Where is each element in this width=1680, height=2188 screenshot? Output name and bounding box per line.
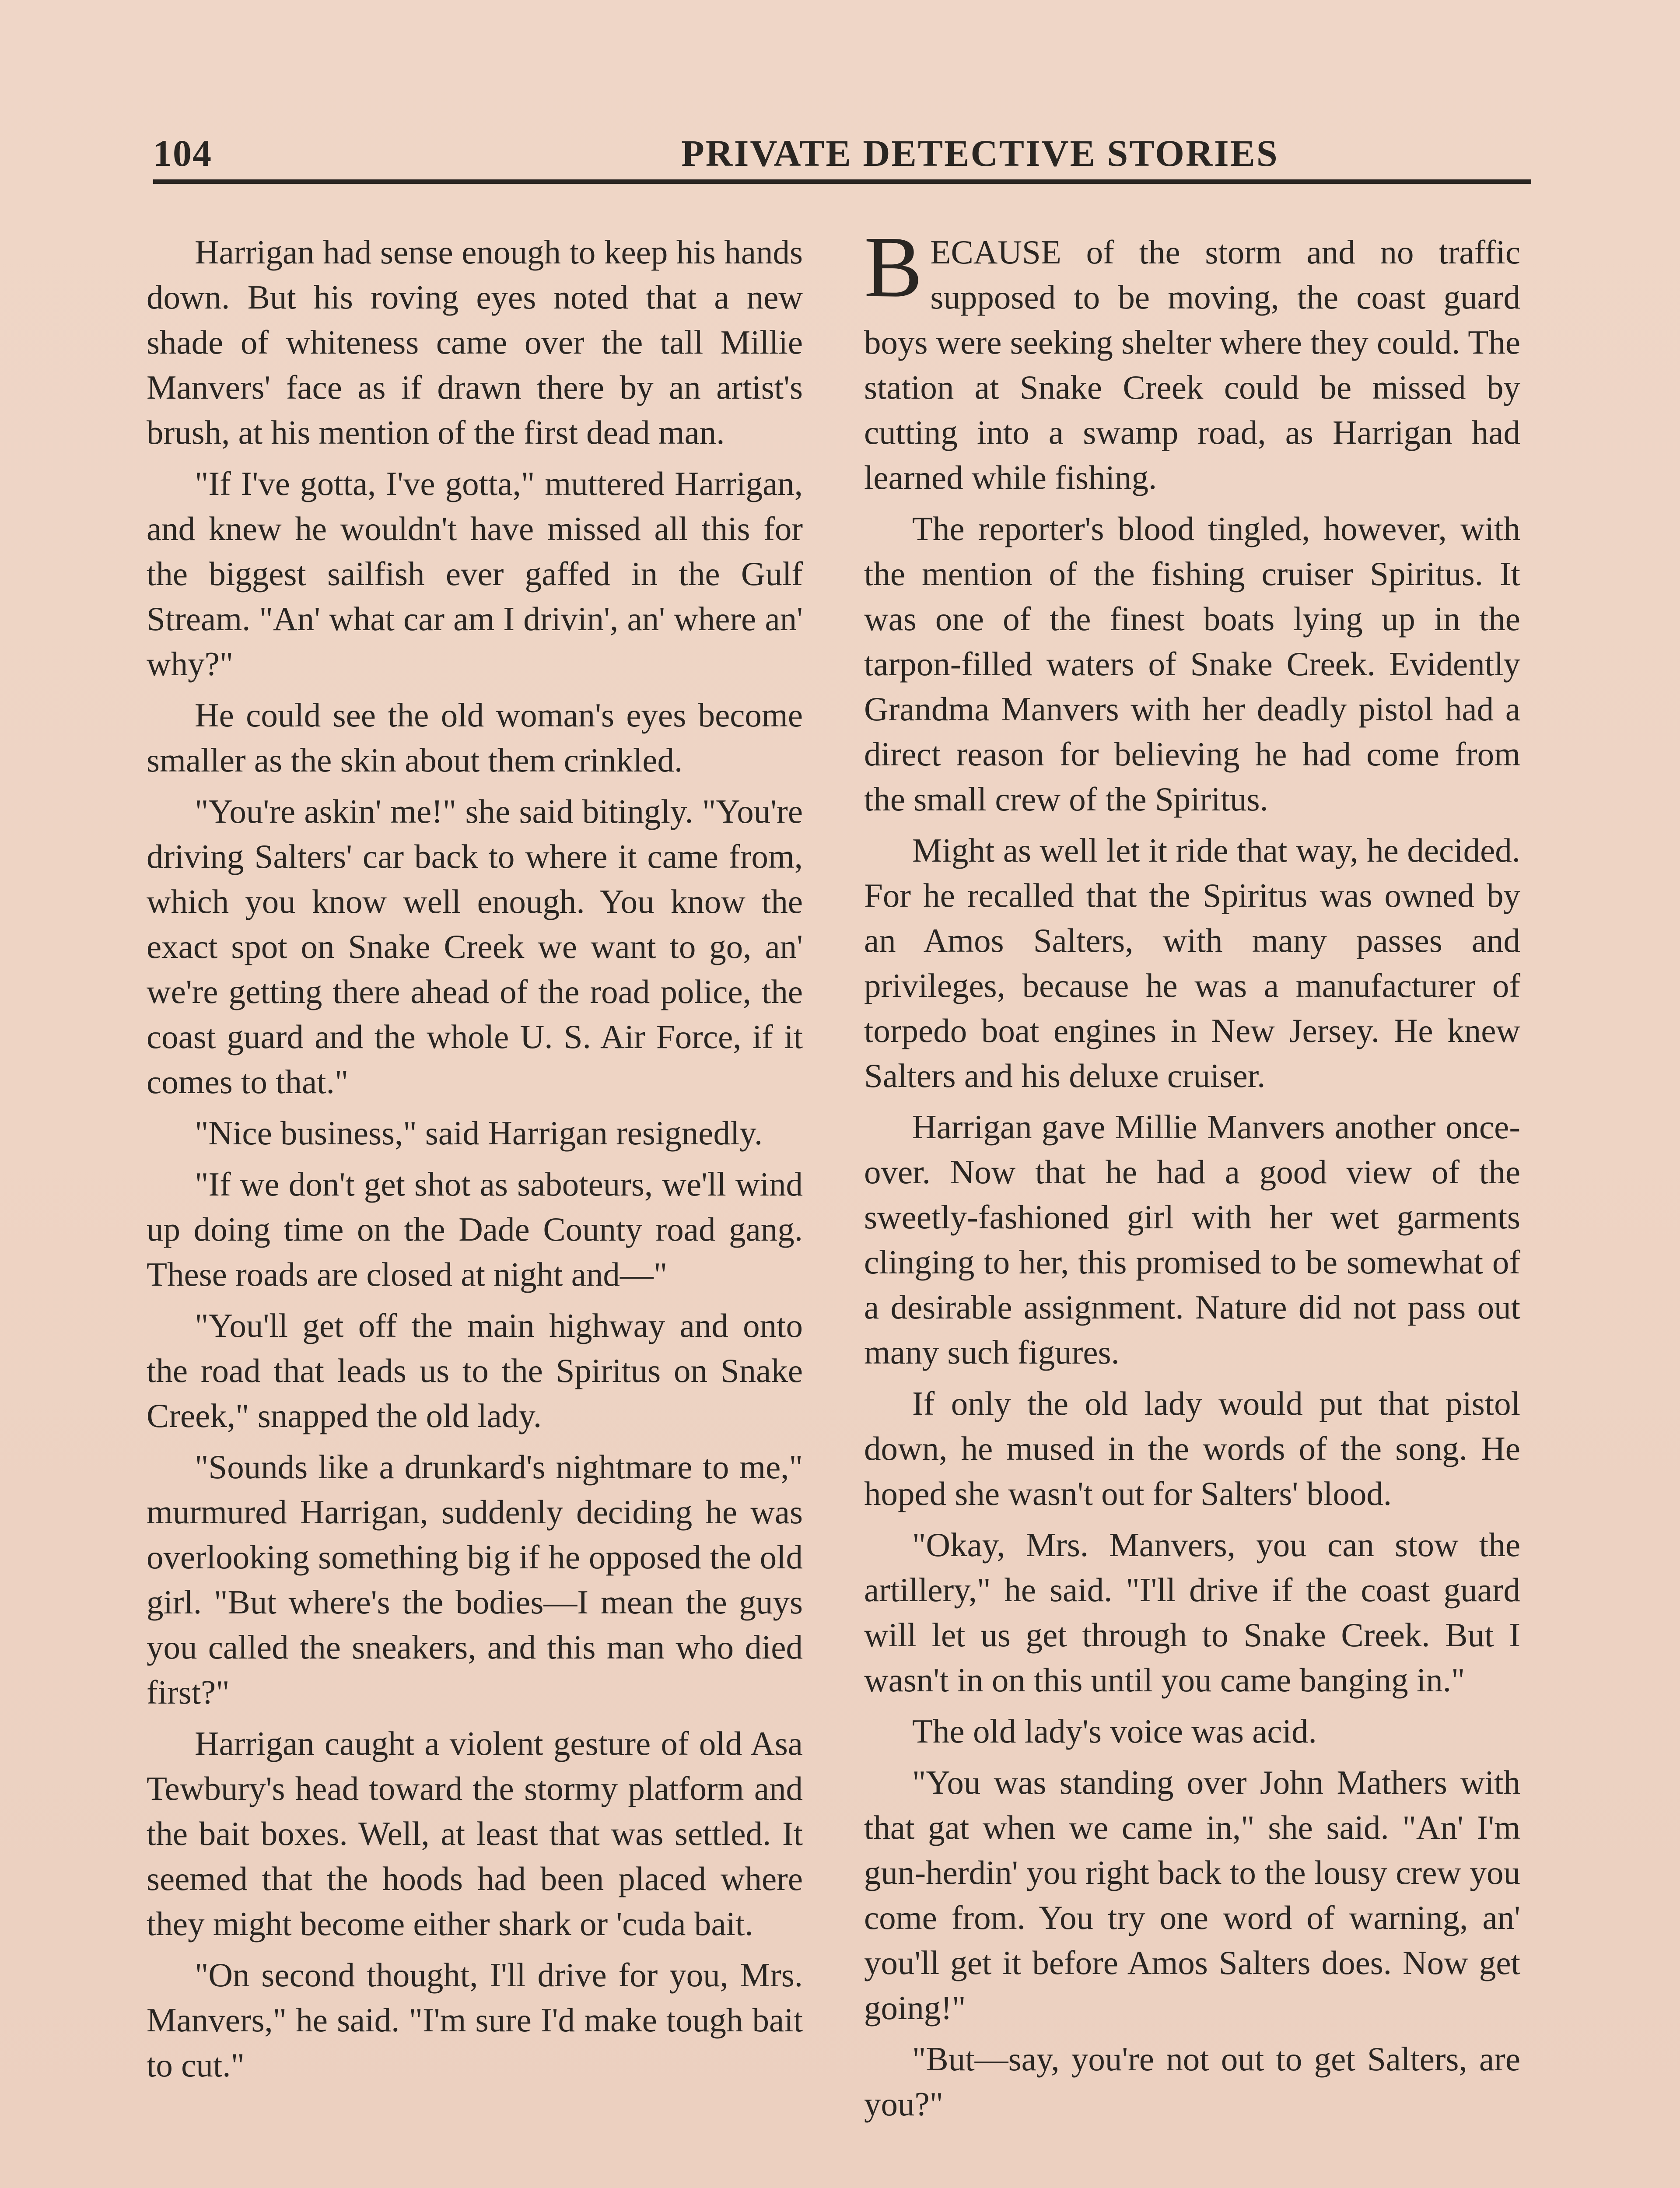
paragraph: Harrigan caught a violent gesture of old Asa Tewbury's head toward the stormy platform and the bait boxes. Well, at least that was settled. It seemed that the hoods had been placed where they might become either shark or 'cuda bait. bbox=[147, 1725, 803, 1943]
right-column bbox=[864, 219, 1520, 2133]
paragraph: "If we don't get shot as saboteurs, we'll wind up doing time on the Dade County road gang. These roads are closed at night and—" bbox=[147, 1165, 803, 1293]
paragraph: "If I've gotta, I've gotta," muttered Harrigan, and knew he wouldn't have missed all this for the biggest sailfish ever gaffed in the Gulf Stream. "An' what car am I drivin', an' where an' why?" bbox=[147, 465, 803, 683]
drop-cap: B bbox=[864, 219, 923, 316]
page-number: 104 bbox=[153, 132, 212, 174]
magazine-title: PRIVATE DETECTIVE STORIES bbox=[681, 132, 1279, 174]
paragraph: "But—say, you're not out to get Salters, are you?" bbox=[864, 2040, 1520, 2123]
paragraph: "Okay, Mrs. Manvers, you can stow the artillery," he said. "I'll drive if the coast guard will let us get through to Snake Creek. But I wasn't in on this until you came banging in." bbox=[864, 1526, 1520, 1699]
running-head bbox=[153, 131, 1531, 184]
left-column bbox=[147, 230, 803, 2094]
opening-paragraph-text: ECAUSE of the storm and no traffic supposed to be moving, the coast guard boys were seeking shelter where they could. The station at Snake Creek could be missed by cutting into a swamp road, as Harrigan had learned while fishing. bbox=[864, 233, 1520, 496]
paragraph: He could see the old woman's eyes become smaller as the skin about them crinkled. bbox=[147, 696, 803, 779]
paragraph: Harrigan gave Millie Manvers another once-over. Now that he had a good view of the sweetly-fashioned girl with her wet garments clinging to her, this promised to be somewhat of a desirable assignment. Nature did not pass out many such figures. bbox=[864, 1108, 1520, 1371]
paragraph: The reporter's blood tingled, however, with the mention of the fishing cruiser Spiritus. It was one of the finest boats lying up in the tarpon-filled waters of Snake Creek. Evidently Grandma Manvers with her deadly pistol had a direct reason for believing he had come from the small crew of the Spiritus. bbox=[864, 510, 1520, 818]
paragraph: "You'll get off the main highway and onto the road that leads us to the Spiritus on Snake Creek," snapped the old lady. bbox=[147, 1307, 803, 1434]
opening-paragraph bbox=[864, 219, 1520, 500]
paragraph: "On second thought, I'll drive for you, Mrs. Manvers," he said. "I'm sure I'd make tough bait to cut." bbox=[147, 1956, 803, 2084]
paragraph: Might as well let it ride that way, he decided. For he recalled that the Spiritus was owned by an Amos Salters, with many passes and privileges, because he was a manufacturer of torpedo boat engines in New Jersey. He knew Salters and his deluxe cruiser. bbox=[864, 831, 1520, 1094]
paragraph: "You're askin' me!" she said bitingly. "You're driving Salters' car back to where it came from, which you know well enough. You know the exact spot on Snake Creek we want to go, an' we're getting there ahead of the road police, the coast guard and the whole U. S. Air Force, if it comes to that." bbox=[147, 792, 803, 1101]
paragraph: Harrigan had sense enough to keep his hands down. But his roving eyes noted that a new shade of whiteness came over the tall Millie Manvers' face as if drawn there by an artist's brush, at his mention of the first dead man. bbox=[147, 233, 803, 451]
paragraph: "You was standing over John Mathers with that gat when we came in," she said. "An' I'm gun-herdin' you right back to the lousy crew you come from. You try one word of warning, an' you'll get it before Amos Salters does. Now get going!" bbox=[864, 1764, 1520, 2027]
paragraph: If only the old lady would put that pistol down, he mused in the words of the song. He hoped she wasn't out for Salters' blood. bbox=[864, 1385, 1520, 1512]
paragraph: The old lady's voice was acid. bbox=[912, 1712, 1317, 1750]
paragraph: "Sounds like a drunkard's nightmare to me," murmured Harrigan, suddenly deciding he was overlooking something big if he opposed the old girl. "But where's the bodies—I mean the guys you called the sneakers, and this man who died first?" bbox=[147, 1448, 803, 1711]
paragraph: "Nice business," said Harrigan resignedly. bbox=[195, 1114, 763, 1152]
